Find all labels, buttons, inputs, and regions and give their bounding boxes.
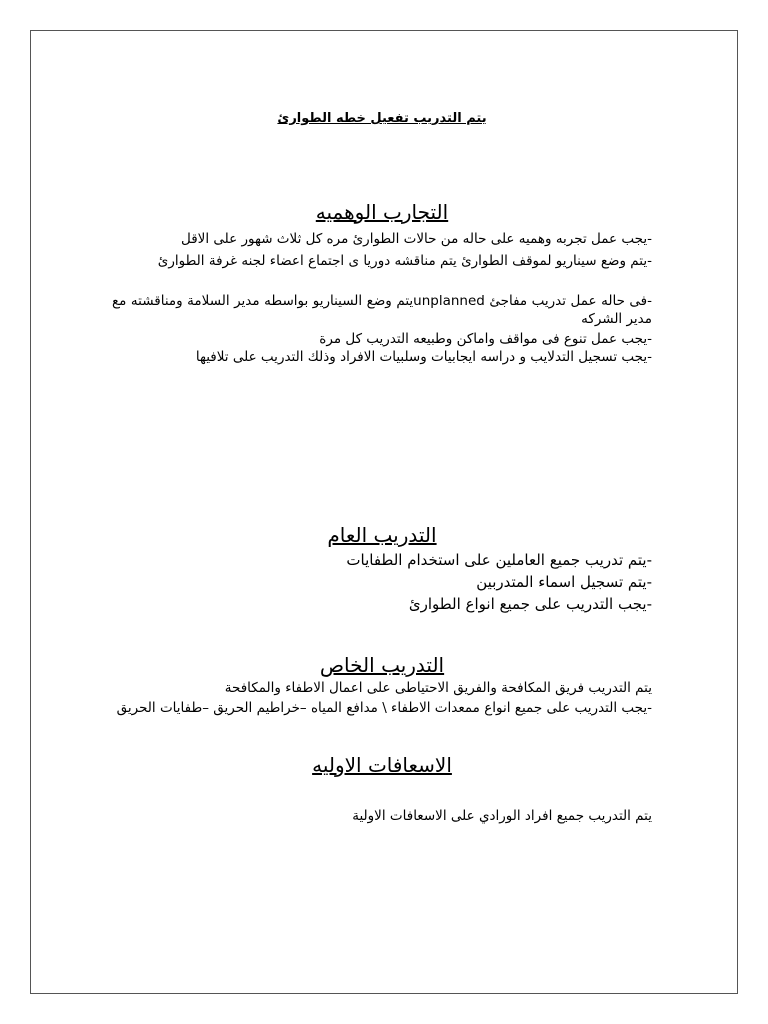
paragraph: يتم التدريب فريق المكافحة والفريق الاحتياطى على اعمال الاطفاء والمكافحة xyxy=(224,680,652,696)
paragraph: -يجب التدريب على جميع انواع الطوارئ xyxy=(408,595,652,613)
section-special-training xyxy=(112,653,652,717)
section-heading: الاسعافات الاوليه xyxy=(312,753,452,777)
section-heading: التجارب الوهميه xyxy=(315,200,449,224)
section-heading: التدريب الخاص xyxy=(319,653,445,677)
paragraph: -فى حاله عمل تدريب مفاجئ unplannedيتم وضع السيناريو بواسطه مدير السلامة ومناقشته مع مدير الشركه xyxy=(112,293,652,327)
page-border xyxy=(30,30,738,994)
section-general-training xyxy=(112,523,652,615)
paragraph: -يتم تسجيل اسماء المتدربين xyxy=(476,573,652,591)
paragraph: -يجب عمل تنوع فى مواقف واماكن وطبيعه التدريب كل مرة xyxy=(319,331,652,347)
paragraph: -يجب تسجيل التدلايب و دراسه ايجابيات وسلبيات الافراد وذلك التدريب على تلافيها xyxy=(195,349,652,365)
document-title: يتم التدريب تفعيل خطه الطوارئ xyxy=(277,111,487,126)
section-mock-drills xyxy=(112,200,652,366)
section-heading: التدريب العام xyxy=(327,523,437,547)
paragraph: -يجب عمل تجربه وهميه على حاله من حالات الطوارئ مره كل ثلاث شهور على الاقل xyxy=(181,231,652,247)
paragraph: -يتم تدريب جميع العاملين على استخدام الطفايات xyxy=(346,551,652,569)
section-first-aid xyxy=(112,753,652,825)
paragraph: -يجب التدريب على جميع انواع ممعدات الاطفاء \ مدافع المياه –خراطيم الحريق –طفايات الحريق xyxy=(116,700,652,716)
paragraph: -يتم وضع سيناريو لموقف الطوارئ يتم مناقشه دوريا ى اجتماع اعضاء لجنه غرفة الطوارئ xyxy=(157,253,652,269)
paragraph: يتم التدريب جميع افراد الورادي على الاسعافات الاولية xyxy=(352,808,652,824)
